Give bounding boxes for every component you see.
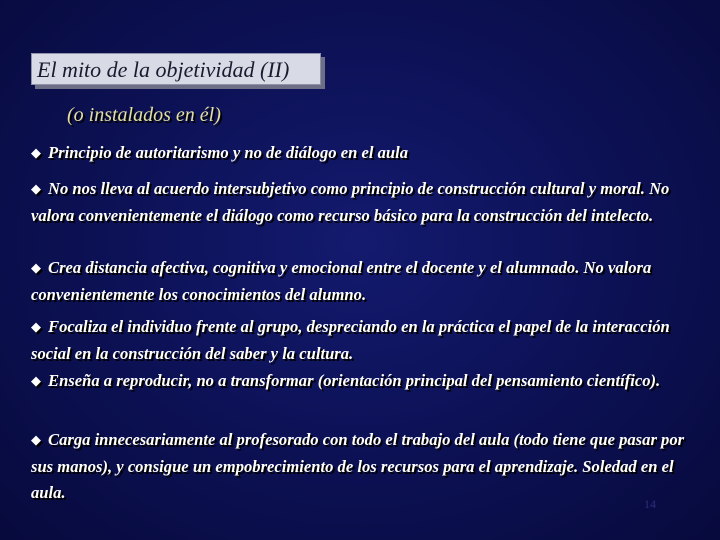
page-number: 14 [644, 497, 656, 511]
diamond-bullet-icon: ◆ [31, 373, 41, 388]
bullet-item [31, 427, 696, 506]
bullet-item [31, 368, 696, 395]
diamond-bullet-icon: ◆ [31, 181, 41, 196]
bullet-text: No nos lleva al acuerdo intersubjetivo como principio de construcción cultural y moral. No valora convenientemente el diálogo como recurso básico para la construcción del intelecto. [31, 179, 670, 225]
diamond-bullet-icon: ◆ [31, 145, 41, 160]
bullet-text: Enseña a reproducir, no a transformar (orientación principal del pensamiento científico). [48, 371, 661, 390]
diamond-bullet-icon: ◆ [31, 319, 41, 334]
bullet-text: Crea distancia afectiva, cognitiva y emocional entre el docente y el alumnado. No valora convenientemente los conocimientos del alumno. [31, 258, 652, 304]
slide-title: El mito de la objetividad (II) [31, 53, 321, 85]
bullet-item [31, 255, 696, 308]
bullet-item [31, 176, 696, 229]
slide-subtitle: (o instalados en él) [67, 104, 221, 126]
bullet-text: Carga innecesariamente al profesorado con todo el trabajo del aula (todo tiene que pasar por sus manos), y consigue un empobrecimiento de los recursos para el aprendizaje. Soledad en el aula. [31, 430, 685, 502]
diamond-bullet-icon: ◆ [31, 260, 41, 275]
diamond-bullet-icon: ◆ [31, 432, 41, 447]
title-box [31, 53, 325, 89]
bullet-text: Focaliza el individuo frente al grupo, despreciando en la práctica el papel de la interacción social en la construcción del saber y la cultura. [31, 317, 670, 363]
bullet-text: Principio de autoritarismo y no de diálogo en el aula [48, 143, 409, 162]
bullet-item [31, 140, 696, 167]
bullet-item [31, 314, 696, 367]
